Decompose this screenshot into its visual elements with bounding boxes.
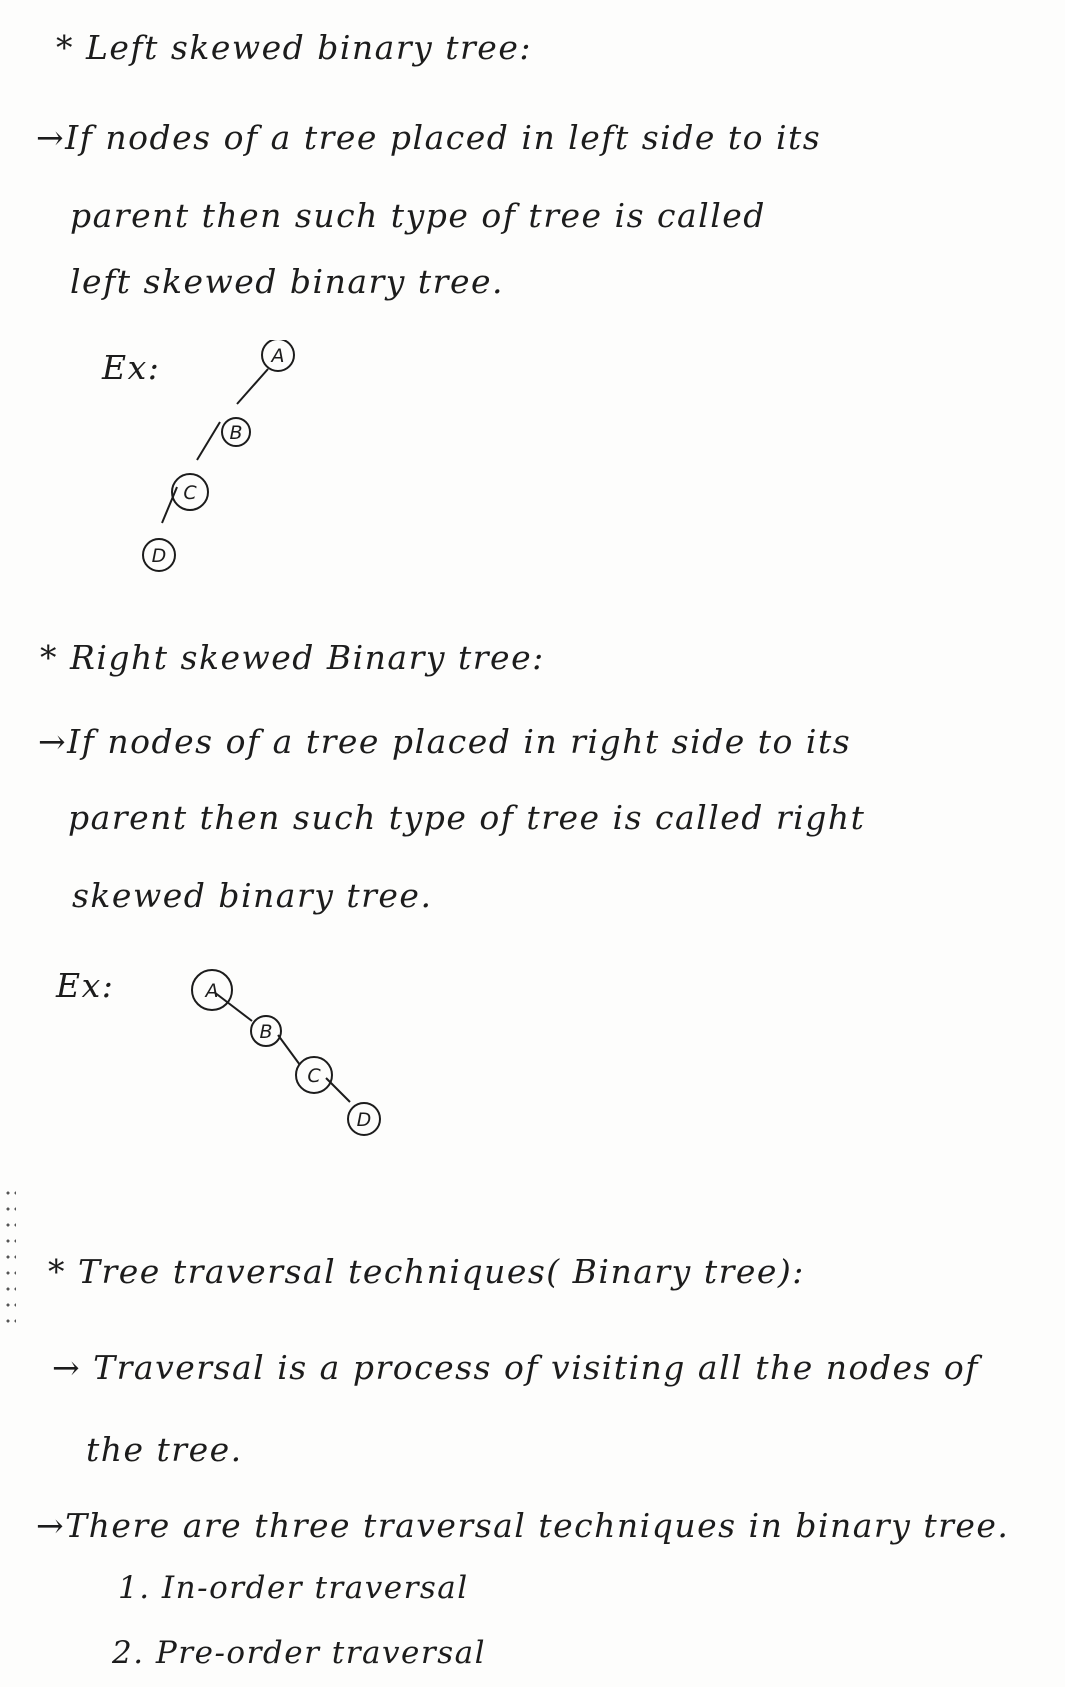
left-skewed-tree-diagram bbox=[130, 340, 310, 590]
node-c-label: C bbox=[183, 482, 197, 504]
traversal-line-2: the tree. bbox=[86, 1430, 243, 1469]
left-skewed-heading: * Left skewed binary tree: bbox=[56, 28, 532, 67]
right-skewed-tree-diagram bbox=[180, 968, 400, 1138]
margin-dots bbox=[4, 1185, 16, 1335]
node-d-label: D bbox=[356, 1109, 372, 1131]
edge-a-b bbox=[214, 992, 252, 1021]
traversal-item-2: 2. Pre-order traversal bbox=[112, 1635, 487, 1671]
node-b-label: B bbox=[229, 422, 243, 444]
node-b-label: B bbox=[259, 1021, 273, 1043]
left-skewed-line-1: →If nodes of a tree placed in left side to its bbox=[36, 118, 822, 157]
traversal-line-3: →There are three traversal techniques in binary tree. bbox=[36, 1506, 1010, 1545]
right-skewed-line-2: parent then such type of tree is called right bbox=[68, 798, 866, 837]
right-skewed-line-3: skewed binary tree. bbox=[72, 876, 433, 915]
right-skewed-line-1: →If nodes of a tree placed in right side to its bbox=[38, 722, 852, 761]
node-a-label: A bbox=[271, 345, 285, 367]
left-skewed-line-2: parent then such type of tree is called bbox=[70, 196, 766, 235]
right-skewed-heading: * Right skewed Binary tree: bbox=[40, 638, 545, 677]
edge-c-d bbox=[162, 487, 177, 523]
node-a-label: A bbox=[205, 980, 219, 1002]
node-d-label: D bbox=[151, 545, 167, 567]
traversal-heading: * Tree traversal techniques( Binary tree): bbox=[48, 1252, 805, 1291]
traversal-item-1: 1. In-order traversal bbox=[118, 1570, 469, 1606]
edge-b-c bbox=[278, 1035, 300, 1065]
edge-a-b bbox=[237, 369, 268, 404]
traversal-line-1: → Traversal is a process of visiting all the nodes of bbox=[52, 1348, 980, 1387]
left-skewed-example-label: Ex: bbox=[102, 348, 161, 387]
edge-b-c bbox=[197, 422, 220, 460]
right-skewed-example-label: Ex: bbox=[56, 966, 115, 1005]
left-skewed-line-3: left skewed binary tree. bbox=[70, 262, 504, 301]
edge-c-d bbox=[326, 1078, 350, 1102]
node-c-label: C bbox=[307, 1065, 321, 1087]
